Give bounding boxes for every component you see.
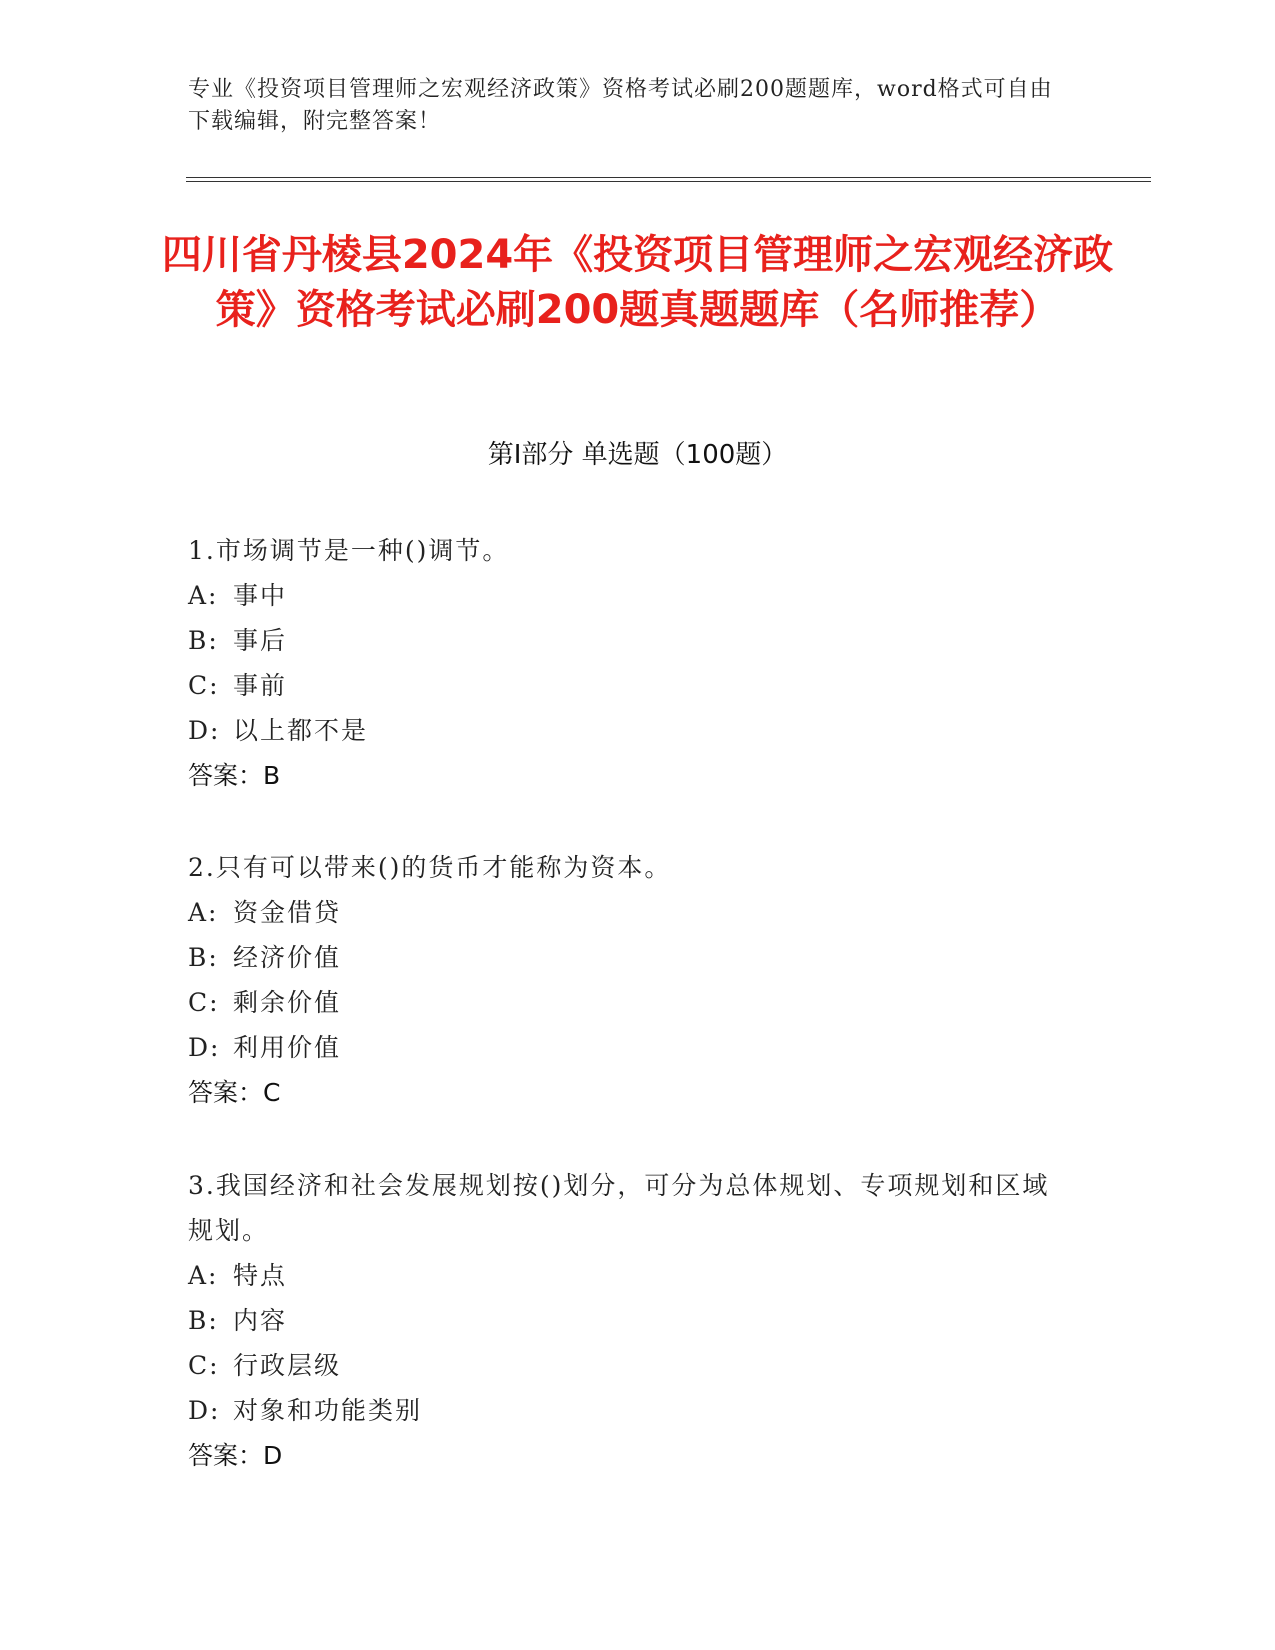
option-b <box>188 618 1068 663</box>
option-b <box>188 935 1068 980</box>
question-stem: 3.我国经济和社会发展规划按()划分，可分为总体规划、专项规划和区域规划。 <box>188 1171 1050 1245</box>
option-text: 特点 <box>233 1261 288 1290</box>
section-heading: 第I部分 单选题（100题） <box>487 440 788 470</box>
option-text: 对象和功能类别 <box>233 1396 423 1425</box>
header-note: 专业《投资项目管理师之宏观经济政策》资格考试必刷200题题库，word格式可自由下载编辑，附完整答案！ <box>188 77 1053 134</box>
option-b <box>188 1298 1068 1343</box>
option-letter: B: <box>188 943 219 972</box>
option-a <box>188 890 1068 935</box>
question-3 <box>188 1163 1068 1478</box>
option-c <box>188 1343 1068 1388</box>
option-text: 事后 <box>233 626 288 655</box>
option-c <box>188 980 1068 1025</box>
header-divider-top <box>186 177 1151 178</box>
answer: 答案：C <box>188 1078 281 1107</box>
question-stem: 1.市场调节是一种()调节。 <box>188 536 510 565</box>
option-letter: A: <box>188 581 219 610</box>
document-title: 四川省丹棱县2024年《投资项目管理师之宏观经济政策》资格考试必刷200题真题题库（名师推荐） <box>161 232 1114 333</box>
option-a <box>188 1253 1068 1298</box>
option-letter: C: <box>188 1351 220 1380</box>
answer: 答案：D <box>188 1441 283 1470</box>
header-divider-bottom <box>186 181 1151 182</box>
option-letter: A: <box>188 898 219 927</box>
option-letter: D: <box>188 1033 221 1062</box>
question-1 <box>188 528 1068 798</box>
option-text: 内容 <box>233 1306 288 1335</box>
option-d <box>188 1025 1068 1070</box>
option-letter: D: <box>188 716 221 745</box>
option-letter: C: <box>188 671 220 700</box>
option-d <box>188 708 1068 753</box>
option-text: 以上都不是 <box>233 716 369 745</box>
option-text: 资金借贷 <box>233 898 342 927</box>
answer: 答案：B <box>188 761 281 790</box>
option-text: 利用价值 <box>233 1033 342 1062</box>
option-text: 行政层级 <box>233 1351 342 1380</box>
option-letter: B: <box>188 1306 219 1335</box>
option-letter: C: <box>188 988 220 1017</box>
question-stem: 2.只有可以带来()的货币才能称为资本。 <box>188 853 672 882</box>
option-text: 事中 <box>233 581 288 610</box>
option-d <box>188 1388 1068 1433</box>
option-text: 剩余价值 <box>233 988 342 1017</box>
question-2 <box>188 845 1068 1115</box>
option-letter: A: <box>188 1261 219 1290</box>
option-text: 事前 <box>233 671 288 700</box>
option-a <box>188 573 1068 618</box>
option-c <box>188 663 1068 708</box>
option-text: 经济价值 <box>233 943 342 972</box>
option-letter: D: <box>188 1396 221 1425</box>
option-letter: B: <box>188 626 219 655</box>
